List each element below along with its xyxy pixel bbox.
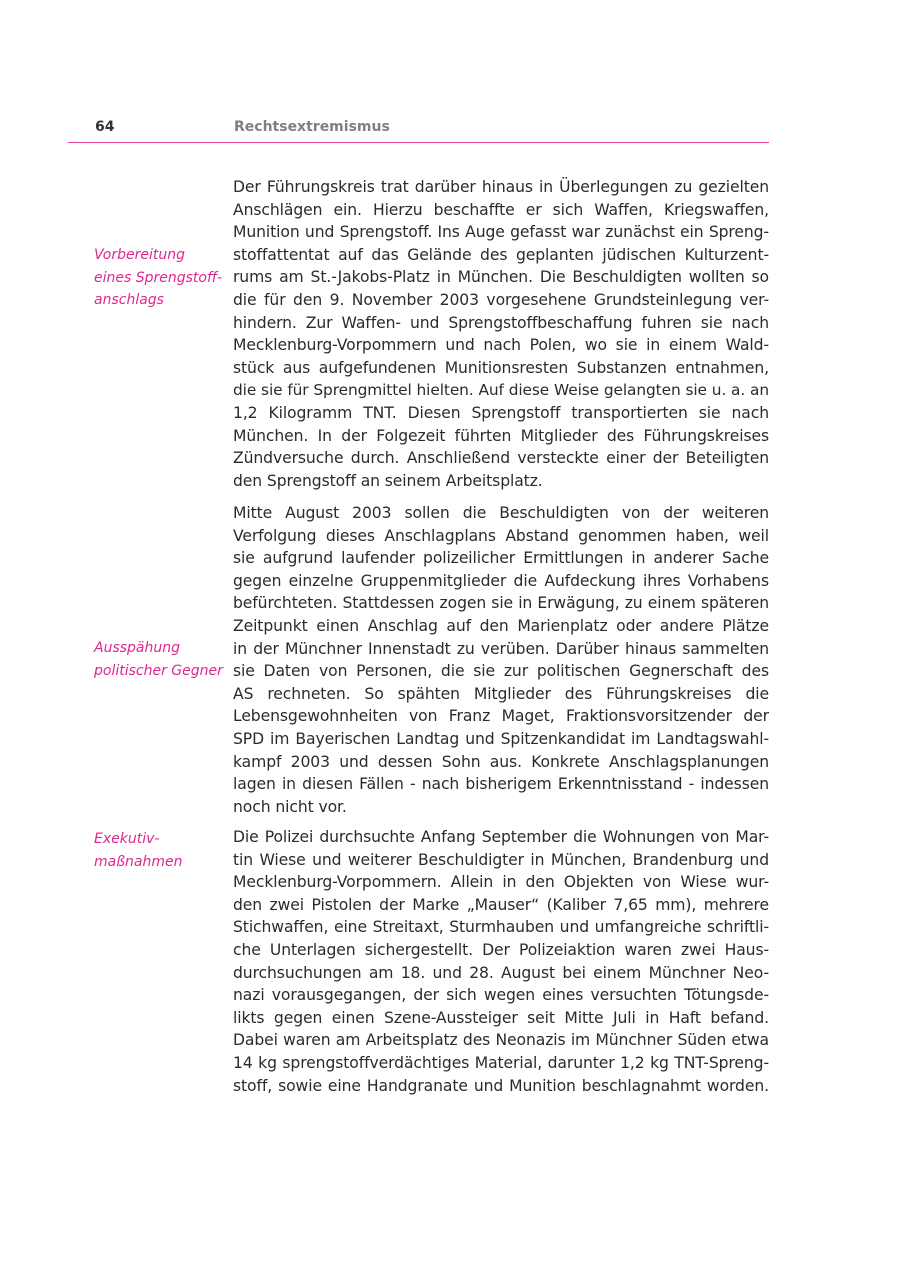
margin-note-line: eines Sprengstoff- <box>94 269 223 286</box>
text-line: Mitte August 2003 sollen die Beschuldigten von der weiteren <box>233 504 769 522</box>
text-line: durchsuchungen am 18. und 28. August bei einem Münchner Neo- <box>233 963 769 982</box>
text-line: noch nicht vor. <box>233 797 347 816</box>
text-line: den Sprengstoff an seinem Arbeitsplatz. <box>233 471 543 490</box>
margin-note-line: Ausspähung <box>94 640 181 656</box>
text-line: lagen in diesen Fällen - nach bisherigem Erkenntnisstand - indessen <box>233 775 769 794</box>
text-line: Munition und Sprengstoff. Ins Auge gefasst war zunächst ein Spreng- <box>233 223 769 242</box>
margin-note-line: anschlags <box>94 292 164 309</box>
margin-note-line: maßnahmen <box>94 853 183 870</box>
text-line: gegen einzelne Gruppenmitglieder die Aufdeckung ihres Vorhabens <box>233 571 769 590</box>
text-line: Stichwaffen, eine Streitaxt, Sturmhauben und umfangreiche schriftli- <box>233 918 769 937</box>
text-line: AS rechneten. So spähten Mitglieder des Führungskreises die <box>233 684 769 703</box>
text-line: Der Führungskreis trat darüber hinaus in Überlegungen zu gezielten <box>233 178 769 196</box>
margin-note-vorbereitung <box>94 244 229 312</box>
text-line: Dabei waren am Arbeitsplatz des Neonazis im Münchner Süden etwa <box>233 1031 769 1050</box>
text-line: sie Daten von Personen, die sie zur politischen Gegnerschaft des <box>233 662 769 681</box>
body-paragraph-1 <box>233 176 769 492</box>
text-line: Mecklenburg-Vorpommern und nach Polen, wo sie in einem Wald- <box>233 336 769 355</box>
text-line: 1,2 Kilogramm TNT. Diesen Sprengstoff transportierten sie nach <box>233 403 769 422</box>
margin-note-exekutivmassnahmen <box>94 828 229 873</box>
text-line: Die Polizei durchsuchte Anfang September die Wohnungen von Mar- <box>233 828 769 846</box>
margin-note-line: politischer Gegner <box>94 662 223 679</box>
text-line: München. In der Folgezeit führten Mitglieder des Führungskreises <box>233 426 769 445</box>
text-line: rums am St.-Jakobs-Platz in München. Die Beschuldigten wollten so <box>233 268 769 287</box>
text-line: befürchteten. Stattdessen zogen sie in Erwägung, zu einem späteren <box>233 594 769 613</box>
margin-note-ausspaehung <box>94 637 229 682</box>
text-line: hindern. Zur Waffen- und Sprengstoffbeschaffung fuhren sie nach <box>233 313 769 332</box>
text-line: sie aufgrund laufender polizeilicher Ermittlungen in anderer Sache <box>233 549 769 568</box>
margin-note-line: Vorbereitung <box>94 247 185 263</box>
text-line: kampf 2003 und dessen Sohn aus. Konkrete Anschlagsplanungen <box>233 752 769 771</box>
body-paragraph-3 <box>233 826 769 1097</box>
text-line: nazi vorausgegangen, der sich wegen eines versuchten Tötungsde- <box>233 986 769 1005</box>
text-line: in der Münchner Innenstadt zu verüben. Darüber hinaus sammelten <box>233 639 769 658</box>
margin-note-line: Exekutiv- <box>94 831 160 847</box>
text-line: Anschlägen ein. Hierzu beschaffte er sich Waffen, Kriegswaffen, <box>233 200 769 219</box>
text-line: Mecklenburg-Vorpommern. Allein in den Objekten von Wiese wur- <box>233 873 769 892</box>
text-line: Lebensgewohnheiten von Franz Maget, Fraktionsvorsitzender der <box>233 707 769 726</box>
text-line: den zwei Pistolen der Marke „Mauser“ (Kaliber 7,65 mm), mehrere <box>233 895 769 914</box>
text-line: 14 kg sprengstoffverdächtiges Material, darunter 1,2 kg TNT-Spreng- <box>233 1053 769 1072</box>
text-line: stück aus aufgefundenen Munitionsresten Substanzen entnahmen, <box>233 358 769 377</box>
text-line: Zündversuche durch. Anschließend versteckte einer der Beteiligten <box>233 449 769 468</box>
text-line: die sie für Sprengmittel hielten. Auf diese Weise gelangten sie u. a. an <box>233 381 769 400</box>
text-line: stoff, sowie eine Handgranate und Munition beschlagnahmt worden. <box>233 1076 769 1095</box>
text-line: tin Wiese und weiterer Beschuldigter in München, Brandenburg und <box>233 850 769 869</box>
page-number: 64 <box>95 119 115 135</box>
text-line: Zeitpunkt einen Anschlag auf den Marienplatz oder andere Plätze <box>233 616 769 635</box>
chapter-title: Rechtsextremismus <box>234 119 390 135</box>
text-line: Verfolgung dieses Anschlagplans Abstand genommen haben, weil <box>233 526 769 545</box>
body-paragraph-2 <box>233 502 769 818</box>
text-line: stoffattentat auf das Gelände des geplanten jüdischen Kulturzent- <box>233 245 769 264</box>
page-header <box>68 116 769 143</box>
text-line: che Unterlagen sichergestellt. Der Polizeiaktion waren zwei Haus- <box>233 940 769 959</box>
text-line: SPD im Bayerischen Landtag und Spitzenkandidat im Landtagswahl- <box>233 729 769 748</box>
text-line: die für den 9. November 2003 vorgesehene Grundsteinlegung ver- <box>233 290 769 309</box>
text-line: likts gegen einen Szene-Aussteiger seit Mitte Juli in Haft befand. <box>233 1008 769 1027</box>
